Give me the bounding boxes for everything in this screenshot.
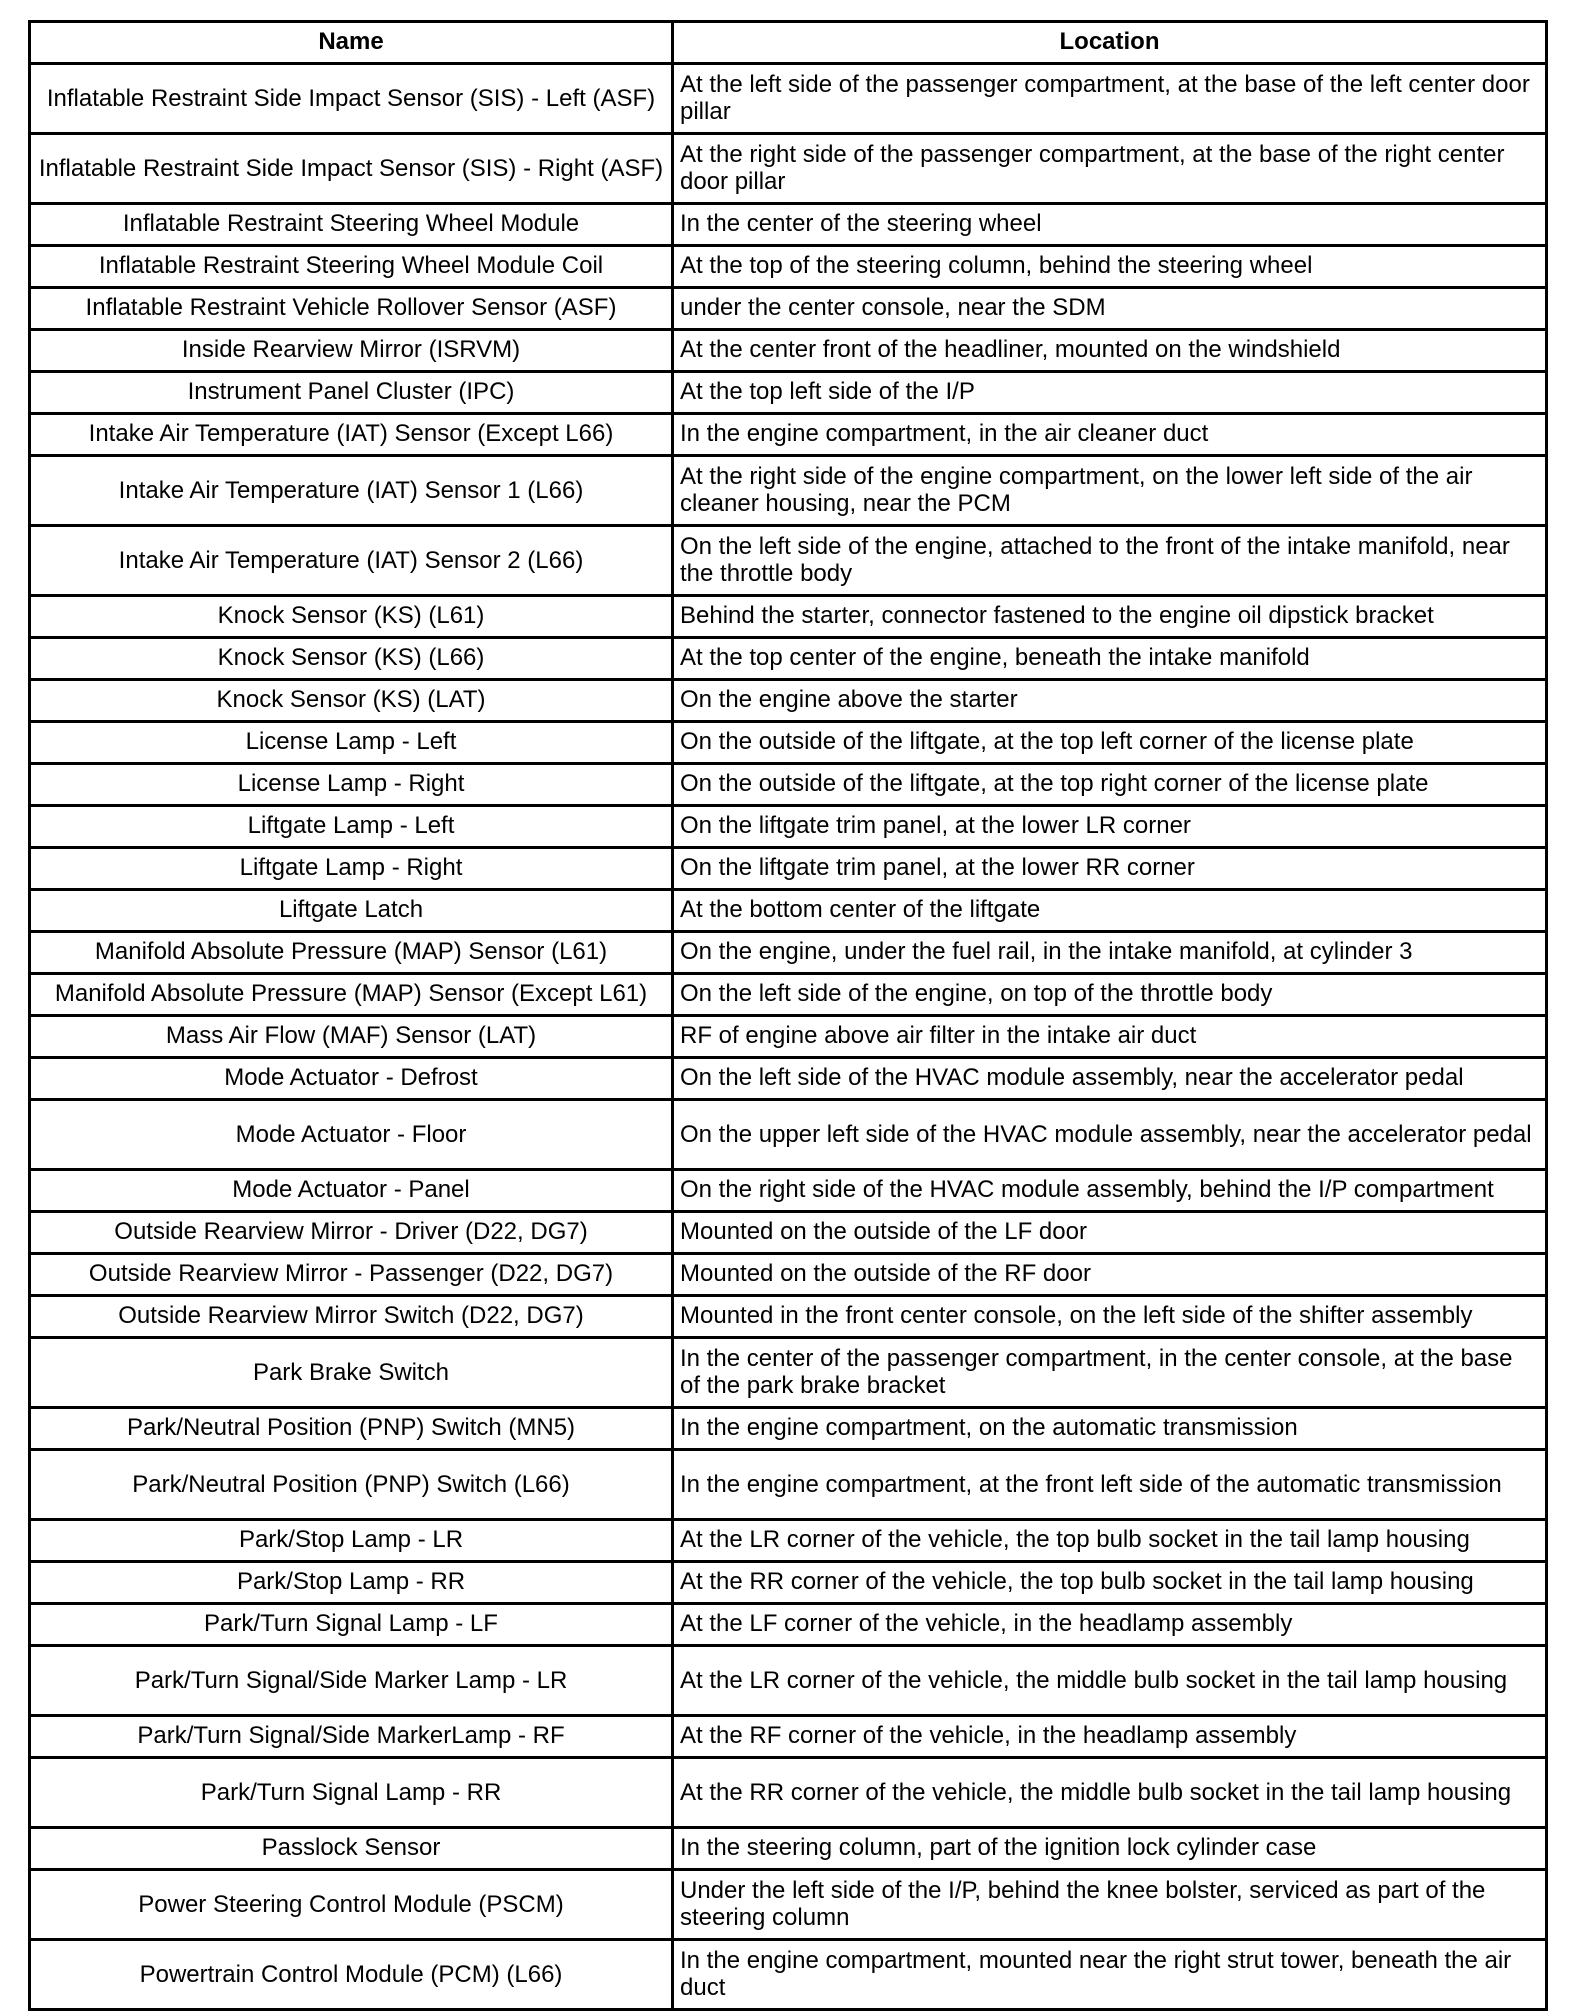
row-location: At the RF corner of the vehicle, in the headlamp assembly [673,1716,1547,1758]
row-location: In the engine compartment, in the air cleaner duct [673,414,1547,456]
table-row [30,1758,1547,1828]
row-location: At the right side of the passenger compartment, at the base of the right center door pillar [673,134,1547,204]
column-header-name: Name [30,22,673,64]
row-name: Liftgate Lamp - Right [30,848,673,890]
row-name: Instrument Panel Cluster (IPC) [30,372,673,414]
row-location: On the liftgate trim panel, at the lower LR corner [673,806,1547,848]
row-location: RF of engine above air filter in the intake air duct [673,1016,1547,1058]
row-name: Inflatable Restraint Vehicle Rollover Sensor (ASF) [30,288,673,330]
row-name: Mode Actuator - Panel [30,1170,673,1212]
row-location: Mounted in the front center console, on the left side of the shifter assembly [673,1296,1547,1338]
row-name: Inflatable Restraint Side Impact Sensor (SIS) - Left (ASF) [30,64,673,134]
table-row [30,1450,1547,1520]
row-name: Outside Rearview Mirror - Driver (D22, DG7) [30,1212,673,1254]
table-header-row [30,22,1547,64]
table-row [30,414,1547,456]
table-row [30,764,1547,806]
row-location: In the engine compartment, on the automatic transmission [673,1408,1547,1450]
table-row [30,526,1547,596]
table-row [30,1016,1547,1058]
table-row [30,372,1547,414]
row-name: Park/Turn Signal/Side Marker Lamp - LR [30,1646,673,1716]
row-name: Knock Sensor (KS) (L61) [30,596,673,638]
table-row [30,1100,1547,1170]
row-name: Inside Rearview Mirror (ISRVM) [30,330,673,372]
row-location: Behind the starter, connector fastened to the engine oil dipstick bracket [673,596,1547,638]
table-row [30,1828,1547,1870]
row-location: In the engine compartment, at the front left side of the automatic transmission [673,1450,1547,1520]
table-row [30,1170,1547,1212]
table-row [30,288,1547,330]
row-location: In the steering column, part of the ignition lock cylinder case [673,1828,1547,1870]
row-name: Passlock Sensor [30,1828,673,1870]
table-row [30,848,1547,890]
row-name: Inflatable Restraint Side Impact Sensor (SIS) - Right (ASF) [30,134,673,204]
row-location: On the outside of the liftgate, at the top left corner of the license plate [673,722,1547,764]
row-name: Park/Turn Signal Lamp - RR [30,1758,673,1828]
table-row [30,1058,1547,1100]
table-row [30,890,1547,932]
row-location: On the left side of the engine, on top of the throttle body [673,974,1547,1016]
row-name: Mass Air Flow (MAF) Sensor (LAT) [30,1016,673,1058]
row-name: Park Brake Switch [30,1338,673,1408]
row-name: Liftgate Latch [30,890,673,932]
row-location: At the top left side of the I/P [673,372,1547,414]
row-name: Knock Sensor (KS) (L66) [30,638,673,680]
table-row [30,134,1547,204]
row-name: Outside Rearview Mirror - Passenger (D22, DG7) [30,1254,673,1296]
row-name: Park/Stop Lamp - RR [30,1562,673,1604]
row-location: On the right side of the HVAC module assembly, behind the I/P compartment [673,1170,1547,1212]
row-location: At the RR corner of the vehicle, the middle bulb socket in the tail lamp housing [673,1758,1547,1828]
row-location: At the center front of the headliner, mounted on the windshield [673,330,1547,372]
row-location: under the center console, near the SDM [673,288,1547,330]
table-row [30,638,1547,680]
table-row [30,330,1547,372]
row-name: Park/Neutral Position (PNP) Switch (L66) [30,1450,673,1520]
row-location: At the bottom center of the liftgate [673,890,1547,932]
table-row [30,246,1547,288]
row-name: Powertrain Control Module (PCM) (L66) [30,1940,673,2010]
table-row [30,722,1547,764]
table-row [30,1716,1547,1758]
row-location: In the center of the steering wheel [673,204,1547,246]
row-name: Intake Air Temperature (IAT) Sensor (Except L66) [30,414,673,456]
row-location: On the engine, under the fuel rail, in the intake manifold, at cylinder 3 [673,932,1547,974]
row-location: On the liftgate trim panel, at the lower RR corner [673,848,1547,890]
row-location: On the engine above the starter [673,680,1547,722]
table-row [30,204,1547,246]
row-location: At the right side of the engine compartment, on the lower left side of the air cleaner housing, near the PCM [673,456,1547,526]
table-body [30,64,1547,2010]
row-location: Under the left side of the I/P, behind the knee bolster, serviced as part of the steering column [673,1870,1547,1940]
table-row [30,1604,1547,1646]
row-name: Mode Actuator - Defrost [30,1058,673,1100]
row-name: License Lamp - Right [30,764,673,806]
row-location: Mounted on the outside of the RF door [673,1254,1547,1296]
row-location: On the left side of the HVAC module assembly, near the accelerator pedal [673,1058,1547,1100]
table-row [30,1646,1547,1716]
table-row [30,1408,1547,1450]
table-row [30,456,1547,526]
column-header-location: Location [673,22,1547,64]
row-name: Park/Turn Signal Lamp - LF [30,1604,673,1646]
row-name: Knock Sensor (KS) (LAT) [30,680,673,722]
row-location: On the outside of the liftgate, at the top right corner of the license plate [673,764,1547,806]
table-row [30,596,1547,638]
row-location: At the left side of the passenger compartment, at the base of the left center door pillar [673,64,1547,134]
row-location: On the left side of the engine, attached to the front of the intake manifold, near the throttle body [673,526,1547,596]
table-row [30,974,1547,1016]
row-location: At the LR corner of the vehicle, the middle bulb socket in the tail lamp housing [673,1646,1547,1716]
row-name: Intake Air Temperature (IAT) Sensor 2 (L66) [30,526,673,596]
row-name: Park/Turn Signal/Side MarkerLamp - RF [30,1716,673,1758]
table-row [30,1870,1547,1940]
row-location: At the top of the steering column, behind the steering wheel [673,246,1547,288]
row-location: At the LF corner of the vehicle, in the headlamp assembly [673,1604,1547,1646]
row-location: In the engine compartment, mounted near the right strut tower, beneath the air duct [673,1940,1547,2010]
row-name: Mode Actuator - Floor [30,1100,673,1170]
table-row [30,1338,1547,1408]
table-row [30,932,1547,974]
row-location: At the LR corner of the vehicle, the top bulb socket in the tail lamp housing [673,1520,1547,1562]
row-location: Mounted on the outside of the LF door [673,1212,1547,1254]
row-location: On the upper left side of the HVAC module assembly, near the accelerator pedal [673,1100,1547,1170]
row-name: Power Steering Control Module (PSCM) [30,1870,673,1940]
table-row [30,1562,1547,1604]
table-row [30,64,1547,134]
table-row [30,806,1547,848]
table-row [30,1520,1547,1562]
row-name: Manifold Absolute Pressure (MAP) Sensor (L61) [30,932,673,974]
table-row [30,680,1547,722]
row-location: At the RR corner of the vehicle, the top bulb socket in the tail lamp housing [673,1562,1547,1604]
table-row [30,1940,1547,2010]
table-row [30,1212,1547,1254]
row-name: Liftgate Lamp - Left [30,806,673,848]
row-name: Manifold Absolute Pressure (MAP) Sensor (Except L61) [30,974,673,1016]
row-name: Intake Air Temperature (IAT) Sensor 1 (L66) [30,456,673,526]
row-location: In the center of the passenger compartment, in the center console, at the base of the park brake bracket [673,1338,1547,1408]
row-name: License Lamp - Left [30,722,673,764]
table-row [30,1254,1547,1296]
row-location: At the top center of the engine, beneath the intake manifold [673,638,1547,680]
table-row [30,1296,1547,1338]
row-name: Outside Rearview Mirror Switch (D22, DG7) [30,1296,673,1338]
row-name: Park/Stop Lamp - LR [30,1520,673,1562]
row-name: Inflatable Restraint Steering Wheel Module Coil [30,246,673,288]
row-name: Inflatable Restraint Steering Wheel Module [30,204,673,246]
row-name: Park/Neutral Position (PNP) Switch (MN5) [30,1408,673,1450]
component-location-table [28,20,1548,2011]
